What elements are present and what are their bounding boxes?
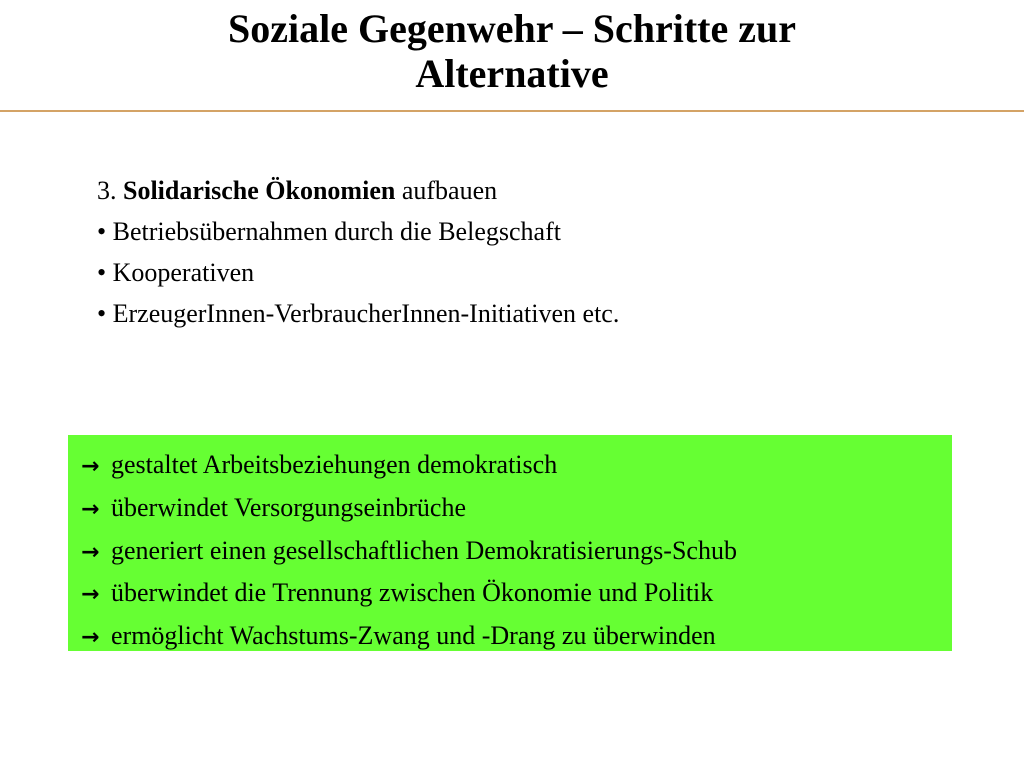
bullet-text: Betriebsübernahmen durch die Belegschaft <box>112 217 561 246</box>
section-heading-rest: aufbauen <box>401 176 498 205</box>
result-text: überwindet die Trennung zwischen Ökonomie und Politik <box>111 578 714 608</box>
bullet-item <box>97 211 619 252</box>
result-text: ermöglicht Wachstums-Zwang und -Drang zu überwinden <box>111 621 716 651</box>
bullet-text: Kooperativen <box>112 258 255 287</box>
result-item <box>81 616 952 659</box>
arrow-right-icon: → <box>81 454 100 479</box>
slide-title <box>0 6 1024 96</box>
arrow-right-icon: → <box>81 625 100 651</box>
bullet-item <box>97 293 619 334</box>
result-item <box>81 445 952 488</box>
result-text: generiert einen gesellschaftlichen Demokratisierungs-Schub <box>111 535 737 565</box>
result-item <box>81 531 952 574</box>
arrow-right-icon: → <box>81 539 100 565</box>
bullet-text: ErzeugerInnen-VerbraucherInnen-Initiativen etc. <box>112 299 620 328</box>
result-text: gestaltet Arbeitsbeziehungen demokratisch <box>111 450 558 479</box>
bullet-glyph: • <box>97 299 107 328</box>
title-divider <box>0 110 1024 112</box>
results-box <box>68 435 952 651</box>
result-item <box>81 488 952 531</box>
section-number: 3. <box>97 176 117 205</box>
slide-title-line-2: Alternative <box>415 51 609 96</box>
slide-title-line-1: Soziale Gegenwehr – Schritte zur <box>227 6 797 51</box>
result-text: überwindet Versorgungseinbrüche <box>111 492 467 522</box>
arrow-right-icon: → <box>81 496 100 522</box>
section-heading-bold: Solidarische Ökonomien <box>123 176 396 205</box>
section-content <box>97 170 619 334</box>
section-heading <box>97 170 619 211</box>
bullet-item <box>97 252 619 293</box>
bullet-glyph: • <box>97 217 107 246</box>
result-item <box>81 573 952 616</box>
arrow-right-icon: → <box>81 582 100 608</box>
bullet-glyph: • <box>97 258 107 287</box>
